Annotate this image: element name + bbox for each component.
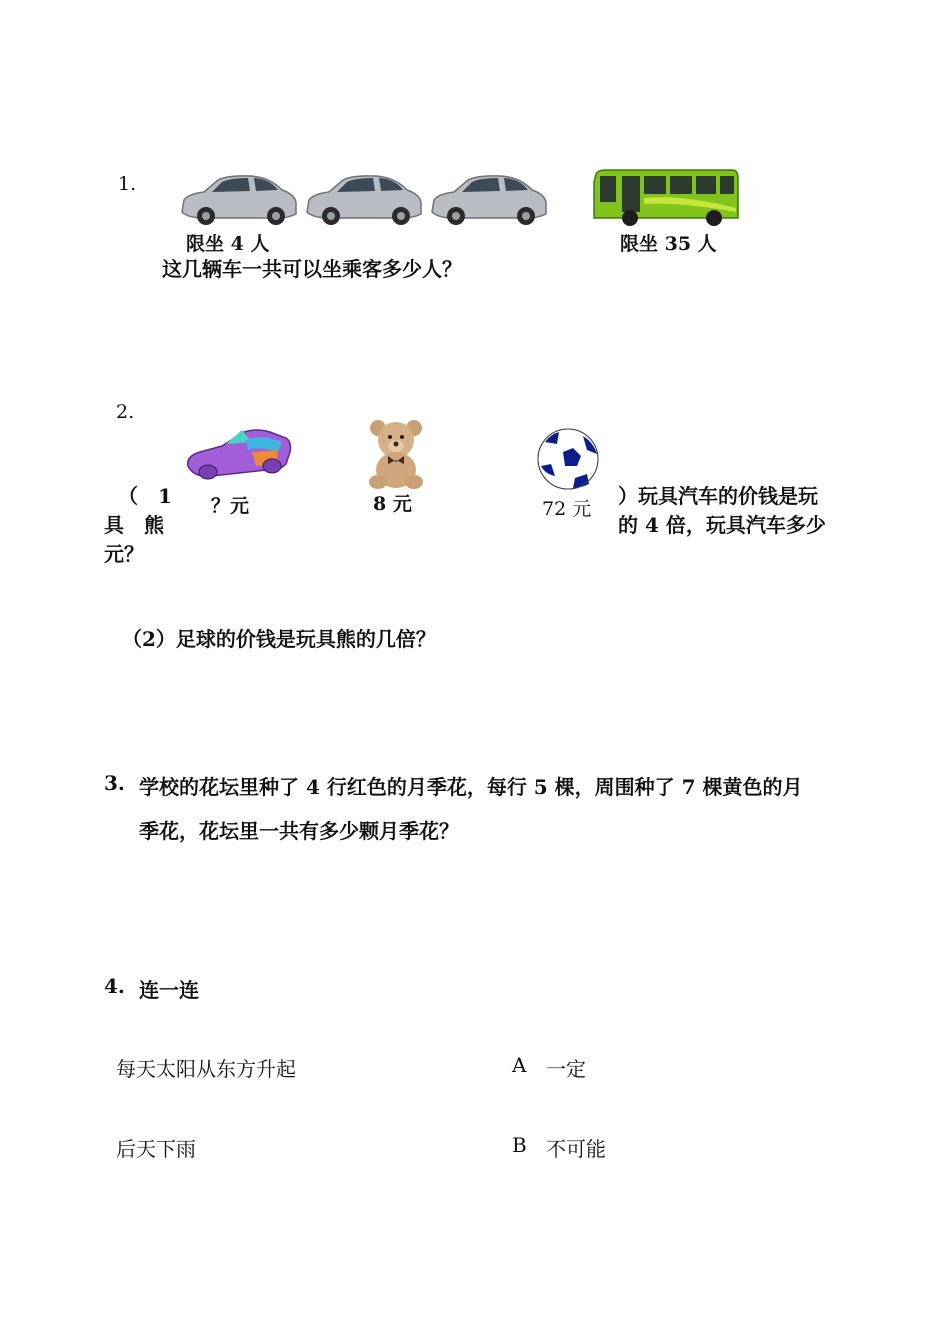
match-right-option-b[interactable]: 不可能 — [546, 1137, 606, 1161]
match-right-option-a[interactable]: 一定 — [546, 1057, 586, 1081]
q3-text-line1: 学校的花坛里种了 4 行红色的月季花，每行 5 棵，周围种了 7 棵黄色的月 — [139, 775, 803, 799]
q1-number: 1. — [118, 173, 137, 195]
car-capacity-label: 限坐 4 人 — [186, 233, 270, 255]
q2-text-line1-left: （ 1 — [118, 484, 172, 508]
match-left-item-2[interactable]: 后天下雨 — [116, 1137, 196, 1161]
match-left-item-1[interactable]: 每天太阳从东方升起 — [116, 1057, 296, 1081]
bus-capacity-label: 限坐 35 人 — [620, 233, 717, 255]
q2-text-line2-left: 具 熊 — [104, 513, 164, 537]
car-image-2 — [303, 172, 425, 228]
soccer-ball-price: 72 元 — [542, 498, 592, 520]
q4-number: 4. — [104, 974, 125, 998]
teddy-bear-image — [366, 418, 428, 490]
soccer-ball-image — [537, 428, 599, 490]
toy-car-price: ？元 — [211, 495, 250, 517]
bus-image — [590, 168, 742, 228]
match-right-letter-a: A — [512, 1053, 527, 1077]
q3-number: 3. — [104, 771, 125, 795]
q2-text-line2-right: 的 4 倍，玩具汽车多少 — [618, 513, 826, 537]
toy-car-image — [182, 420, 294, 486]
q2-text-line3-left: 元？ — [104, 542, 144, 566]
q2-subquestion-2: （2）足球的价钱是玩具熊的几倍？ — [122, 627, 436, 651]
q4-title: 连一连 — [139, 978, 199, 1002]
car-image-3 — [428, 172, 550, 228]
car-image-1 — [178, 172, 300, 228]
q2-number: 2. — [116, 401, 135, 423]
match-right-letter-b: B — [512, 1133, 527, 1157]
q2-text-line1-right: ）玩具汽车的价钱是玩 — [618, 484, 818, 508]
q1-question: 这几辆车一共可以坐乘客多少人？ — [162, 257, 462, 281]
q3-text-line2: 季花，花坛里一共有多少颗月季花？ — [139, 819, 459, 843]
teddy-bear-price: 8 元 — [373, 493, 412, 515]
